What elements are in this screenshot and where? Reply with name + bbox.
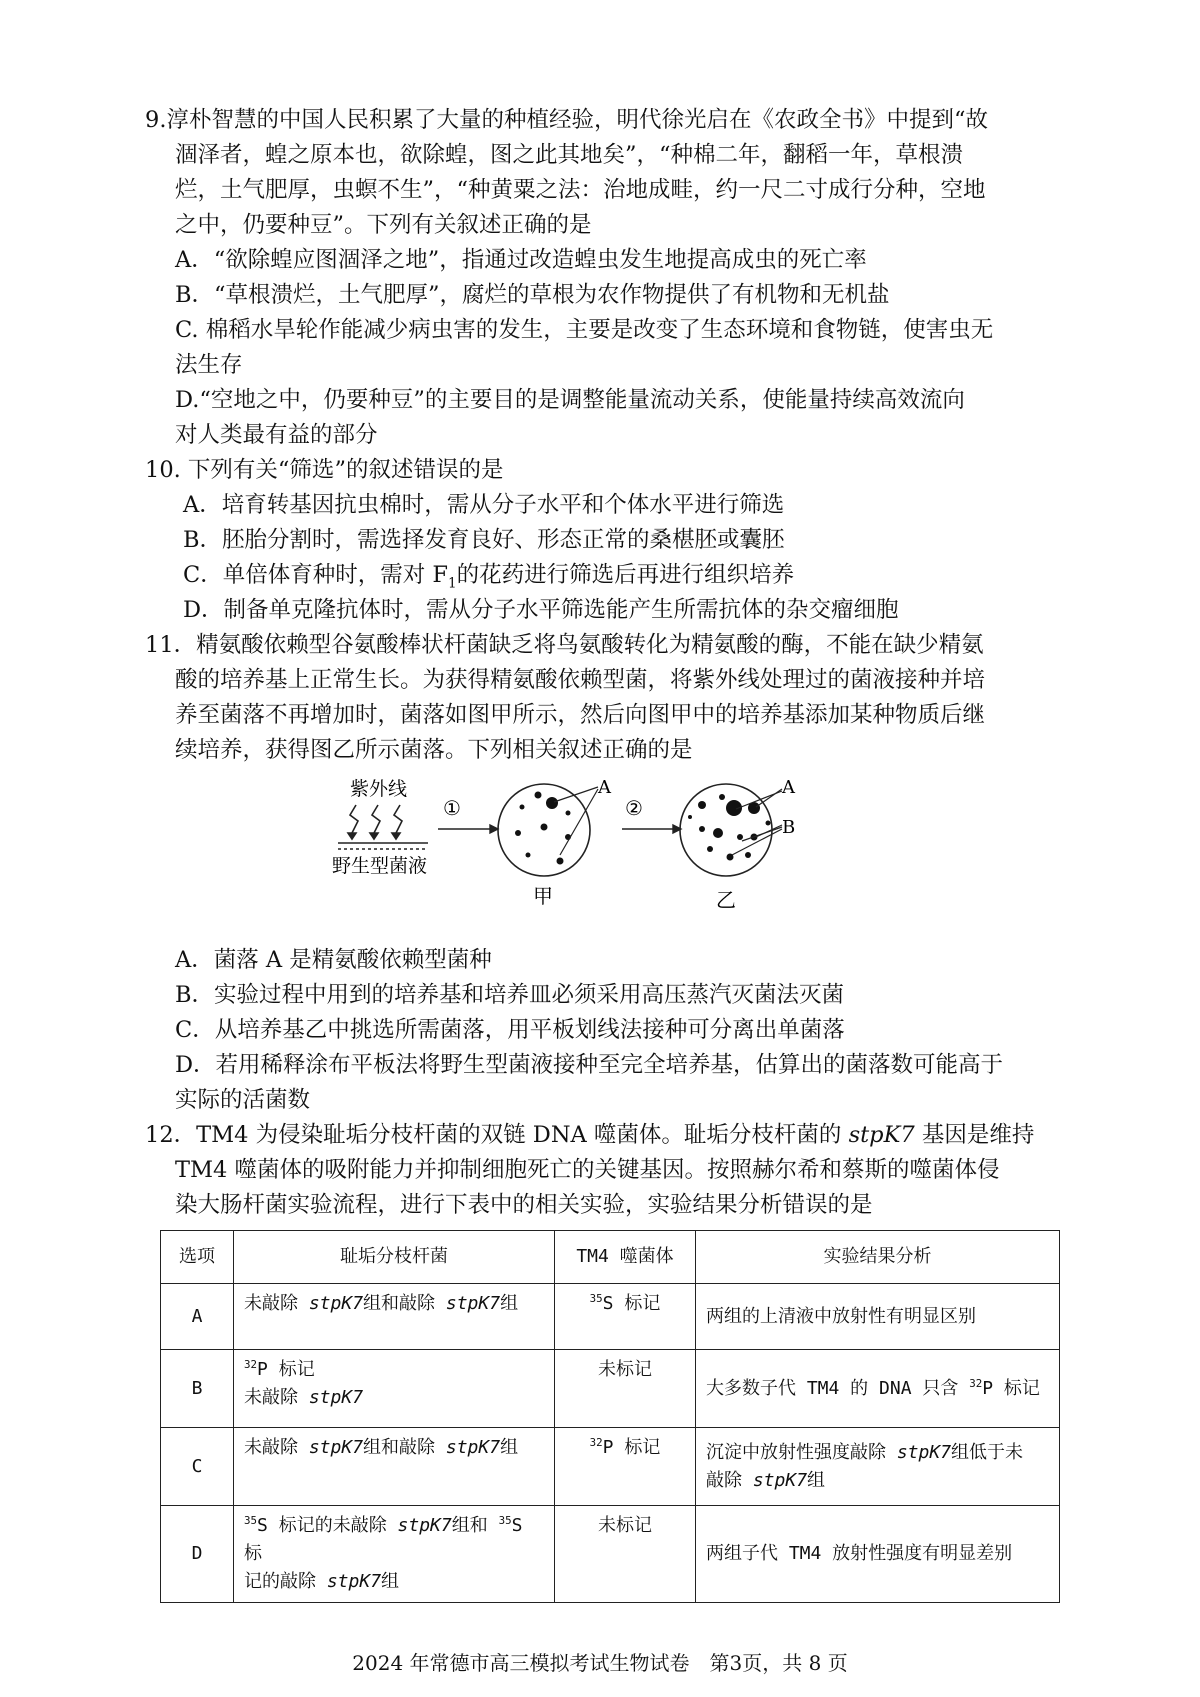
cell-text: 组和 [451,1515,499,1536]
dish1-label: 甲 [533,884,553,908]
isotope-sup: 32 [589,1436,603,1449]
header-phage: TM4 噬菌体 [555,1231,696,1284]
uv-arrows-icon [348,805,402,839]
q12-line-2: TM4 噬菌体的吸附能力并抑制细胞死亡的关键基因。按照赫尔希和蔡斯的噬菌体侵 [175,1157,1000,1183]
row-result: 两组子代 TM4 放射性强度有明显差别 [696,1506,1060,1603]
q9-option-b: B．“草根溃烂，土气肥厚”，腐烂的草根为农作物提供了有机物和无机盐 [175,282,890,308]
isotope-sup: 32 [969,1376,983,1390]
label-a-1: A [598,777,611,798]
q11-option-d-cont: 实际的活菌数 [175,1087,311,1113]
row-phage [555,1428,696,1506]
q10-option-c-rest: 的花药进行筛选后再进行组织培养 [456,562,795,588]
dish-yi [680,784,782,876]
isotope-sup: 35 [589,1292,603,1305]
header-bacteria: 耻垢分枝杆菌 [234,1231,555,1284]
gene-name: stpK7 [326,1571,382,1592]
question-11 [145,628,1075,768]
table-row [161,1506,1060,1603]
row-phage [555,1284,696,1350]
q9-option-d: D.“空地之中，仍要种豆”的主要目的是调整能量流动关系，使能量持续高效流向 [175,387,965,413]
cell-text: S 标记 [602,1293,661,1314]
q11-option-d: D．若用稀释涂布平板法将野生型菌液接种至完全培养基，估算出的菌落数可能高于 [175,1052,1004,1078]
row-bacteria [234,1350,555,1428]
q9-line: 之中，仍要种豆”。下列有关叙述正确的是 [175,212,592,238]
question-9 [145,103,1075,453]
dish-jia [498,784,598,876]
q10-option-c-text: C．单倍体育种时，需对 F [183,562,448,588]
cell-text: S 标记的未敲除 [257,1515,398,1536]
cell-text: 未敲除 [244,1387,309,1408]
q12-text: 基因是维持 [914,1122,1035,1148]
row-option: C [161,1428,234,1506]
cell-text: 组 [381,1571,400,1592]
q10-option-a: A．培育转基因抗虫棉时，需从分子水平和个体水平进行筛选 [183,492,785,518]
q9-line: 9.淳朴智慧的中国人民积累了大量的种植经验，明代徐光启在《农政全书》中提到“故 [145,107,988,133]
table-row [161,1428,1060,1506]
gene-name: stpK7 [308,1437,364,1458]
cell-text: 敲除 [706,1469,753,1491]
cell-text: 组 [807,1469,826,1491]
cell-text: 未敲除 [244,1293,309,1314]
row-option: D [161,1506,234,1603]
q11-option-a: A．菌落 A 是精氨酸依赖型菌种 [175,947,492,973]
q11-line: 酸的培养基上正常生长。为获得精氨酸依赖型菌，将紫外线处理过的菌液接种并培 [175,667,986,693]
arrow-1-icon [438,825,498,833]
header-option: 选项 [161,1231,234,1284]
q11-line: 养至菌落不再增加时，菌落如图甲所示，然后向图甲中的培养基添加某种物质后继 [175,702,986,728]
row-result: 两组的上清液中放射性有明显区别 [696,1284,1060,1350]
q9-option-d-cont: 对人类最有益的部分 [175,422,378,448]
gene-name: stpK7 [397,1515,452,1536]
row-result [696,1350,1060,1428]
q12-line-3: 染大肠杆菌实验流程，进行下表中的相关实验，实验结果分析错误的是 [175,1192,873,1218]
row-option: B [161,1350,234,1428]
q9-option-c-cont: 法生存 [175,352,243,378]
cell-text: 组 [500,1437,519,1458]
cell-text: 大多数子代 TM4 的 DNA 只含 [706,1377,970,1399]
table-row [161,1350,1060,1428]
isotope-sup: 32 [244,1358,258,1371]
dish2-label: 乙 [716,888,736,912]
cell-text: 组和敲除 [363,1293,446,1314]
cell-text: 组和敲除 [363,1437,446,1458]
gene-name: stpK7 [445,1437,501,1458]
label-b: B [782,817,796,838]
row-bacteria [234,1428,555,1506]
row-phage: 未标记 [555,1350,696,1428]
question-12 [145,1118,1075,1223]
header-result: 实验结果分析 [696,1231,1060,1284]
gene-name: stpK7 [752,1469,808,1491]
gene-name: stpK7 [896,1441,952,1463]
cell-text: S 标 [244,1515,523,1564]
table-header-row [161,1231,1060,1284]
step2-label: ② [625,796,643,820]
q10-option-c [145,558,1075,593]
q10-option-d: D．制备单克隆抗体时，需从分子水平筛选能产生所需抗体的杂交瘤细胞 [183,597,899,623]
q11-figure [330,775,860,930]
uv-label: 紫外线 [350,778,408,800]
row-phage: 未标记 [555,1506,696,1603]
step1-label: ① [443,796,461,820]
gene-name: stpK7 [308,1387,364,1408]
row-bacteria [234,1284,555,1350]
question-10 [145,453,1075,628]
page-footer: 2024 年常德市高三模拟考试生物试卷 第3页，共 8 页 [352,1651,848,1675]
q9-option-a: A．“欲除蝗应图涸泽之地”，指通过改造蝗虫发生地提高成虫的死亡率 [175,247,867,273]
label-a-2: A [782,777,795,798]
q11-line: 11．精氨酸依赖型谷氨酸棒状杆菌缺乏将鸟氨酸转化为精氨酸的酶，不能在缺少精氨 [145,632,984,658]
isotope-sup: 35 [244,1514,258,1527]
table-row [161,1284,1060,1350]
gene-name: stpK7 [848,1122,915,1148]
q12-line-1 [145,1118,1075,1153]
row-result [696,1428,1060,1506]
f1-subscript: 1 [447,575,457,592]
liquid-label: 野生型菌液 [332,855,428,877]
cell-text: 记的敲除 [244,1571,327,1592]
gene-name: stpK7 [308,1293,364,1314]
q9-line: 烂，土气肥厚，虫螟不生”，“种黄粟之法：治地成畦，约一尺二寸成行分种，空地 [175,177,986,203]
row-option: A [161,1284,234,1350]
cell-text: 沉淀中放射性强度敲除 [706,1441,897,1463]
q10-option-b: B．胚胎分割时，需选择发育良好、形态正常的桑椹胚或囊胚 [183,527,785,553]
q11-option-c: C．从培养基乙中挑选所需菌落，用平板划线法接种可分离出单菌落 [175,1017,845,1043]
q12-text: 12．TM4 为侵染耻垢分枝杆菌的双链 DNA 噬菌体。耻垢分枝杆菌的 [145,1122,849,1148]
q11-line: 续培养，获得图乙所示菌落。下列相关叙述正确的是 [175,737,693,763]
q11-options [145,943,1075,1118]
cell-text: 未敲除 [244,1437,309,1458]
arrow-2-icon [622,825,681,833]
cell-text: 组 [500,1293,519,1314]
q10-stem: 10. 下列有关“筛选”的叙述错误的是 [145,457,504,483]
gene-name: stpK7 [445,1293,501,1314]
cell-text: P 标记 [257,1359,315,1380]
isotope-sup: 35 [498,1514,512,1527]
q9-option-c: C. 棉稻水旱轮作能减少病虫害的发生，主要是改变了生态环境和食物链，使害虫无 [175,317,994,343]
row-bacteria [234,1506,555,1603]
q11-option-b: B．实验过程中用到的培养基和培养皿必须采用高压蒸汽灭菌法灭菌 [175,982,845,1008]
liquid-surface-icon [338,843,428,849]
cell-text: 组低于未 [951,1441,1024,1463]
cell-text: P 标记 [982,1377,1040,1399]
q9-line: 涸泽者，蝗之原本也，欲除蝗，图之此其地矣”，“种棉二年，翻稻一年，草根溃 [175,142,964,168]
cell-text: P 标记 [602,1437,661,1458]
experiment-table [160,1230,1060,1603]
